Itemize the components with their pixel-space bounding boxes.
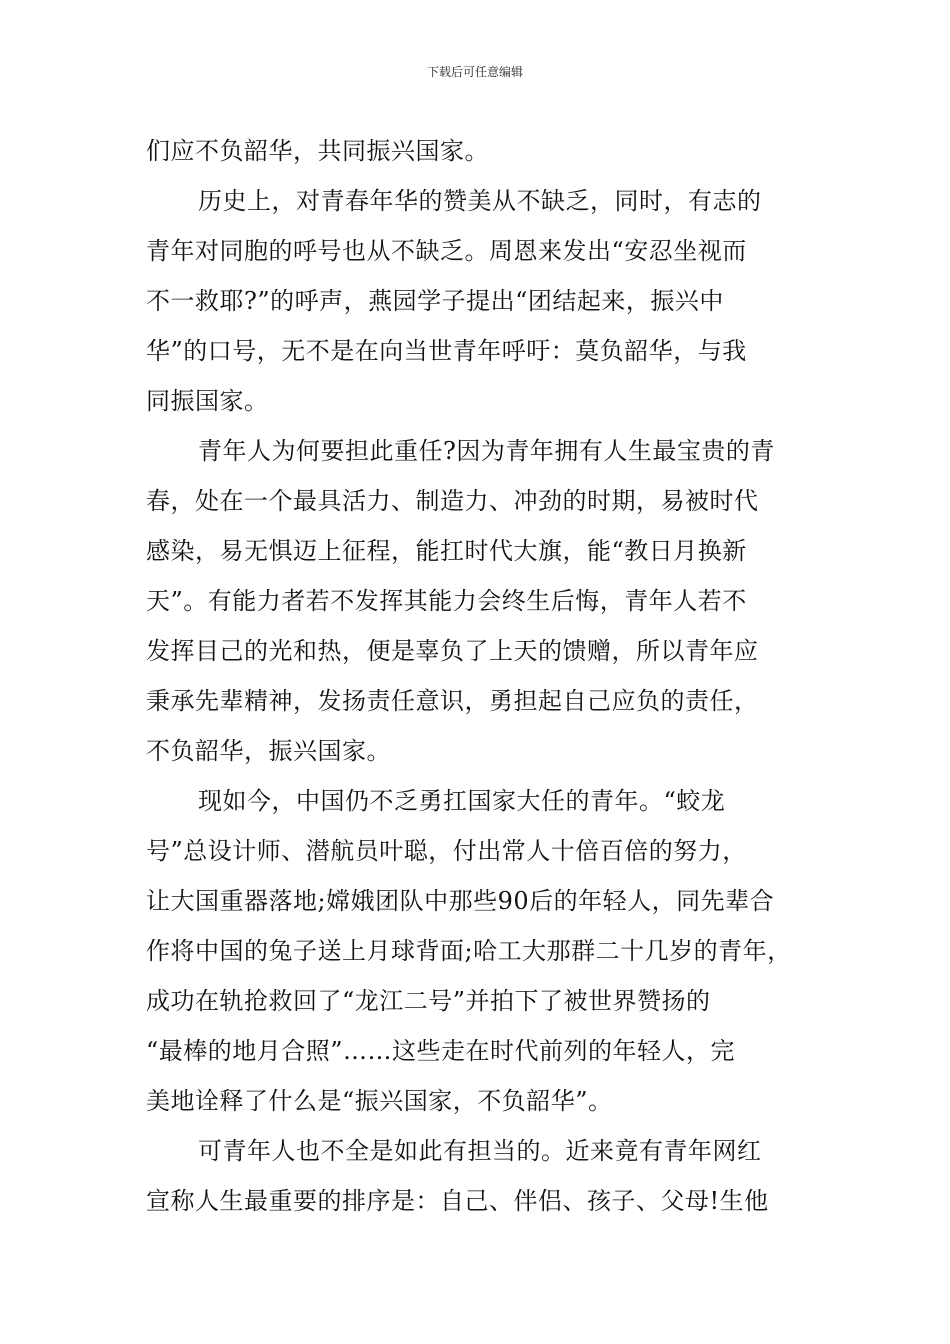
text-line: 们应不负韶华，共同振兴国家。 [146, 137, 489, 165]
body-text [146, 126, 818, 1226]
text-line: 宣称人生最重要的排序是：自己、伴侣、孩子、父母!生他 [146, 1187, 769, 1215]
text-line: 感染，易无惧迈上征程，能扛时代大旗，能“教日月换新 [146, 537, 747, 565]
text-line: 不一救耶?”的呼声，燕园学子提出“团结起来，振兴中 [146, 287, 724, 315]
text-line: 发挥目己的光和热，便是辜负了上天的馈赠，所以青年应 [146, 637, 759, 665]
text-line: 美地诠释了什么是“振兴国家，不负韶华”。 [146, 1087, 613, 1115]
text-line: “最棒的地月合照”……这些走在时代前列的年轻人，完 [146, 1037, 736, 1065]
text-line: 青年对同胞的呼号也从不缺乏。周恩来发出“安忍坐视而 [146, 237, 747, 265]
text-line: 华”的口号，无不是在向当世青年呼吁：莫负韶华，与我 [146, 337, 747, 365]
text-line: 号”总设计师、潜航员叶聪，付出常人十倍百倍的努力， [146, 837, 747, 865]
paragraph-start-line: 历史上，对青春年华的赞美从不缺乏，同时，有志的 [198, 187, 762, 215]
paragraph-start-line: 青年人为何要担此重任?因为青年拥有人生最宝贵的青 [198, 437, 775, 465]
text-line: 春，处在一个最具活力、制造力、冲劲的时期，易被时代 [146, 487, 759, 515]
text-line: 作将中国的兔子送上月球背面;哈工大那群二十几岁的青年， [146, 937, 792, 965]
paragraph-start-line: 可青年人也不全是如此有担当的。近来竟有青年网红 [198, 1137, 762, 1165]
text-line: 成功在轨抢救回了“龙江二号”并拍下了被世界赞扬的 [146, 987, 711, 1015]
page-header: 下载后可任意编辑 [426, 65, 523, 79]
paragraph-start-line: 现如今，中国仍不乏勇扛国家大任的青年。“蛟龙 [198, 787, 726, 815]
text-line: 同振国家。 [146, 387, 269, 415]
text-line: 不负韶华，振兴国家。 [146, 737, 391, 765]
text-line: 天”。有能力者若不发挥其能力会终生后悔，青年人若不 [146, 587, 747, 615]
text-line: 让大国重器落地;嫦娥团队中那些90后的年轻人，同先辈合 [146, 887, 775, 915]
text-line: 秉承先辈精神，发扬责任意识，勇担起自己应负的责任， [146, 687, 759, 715]
